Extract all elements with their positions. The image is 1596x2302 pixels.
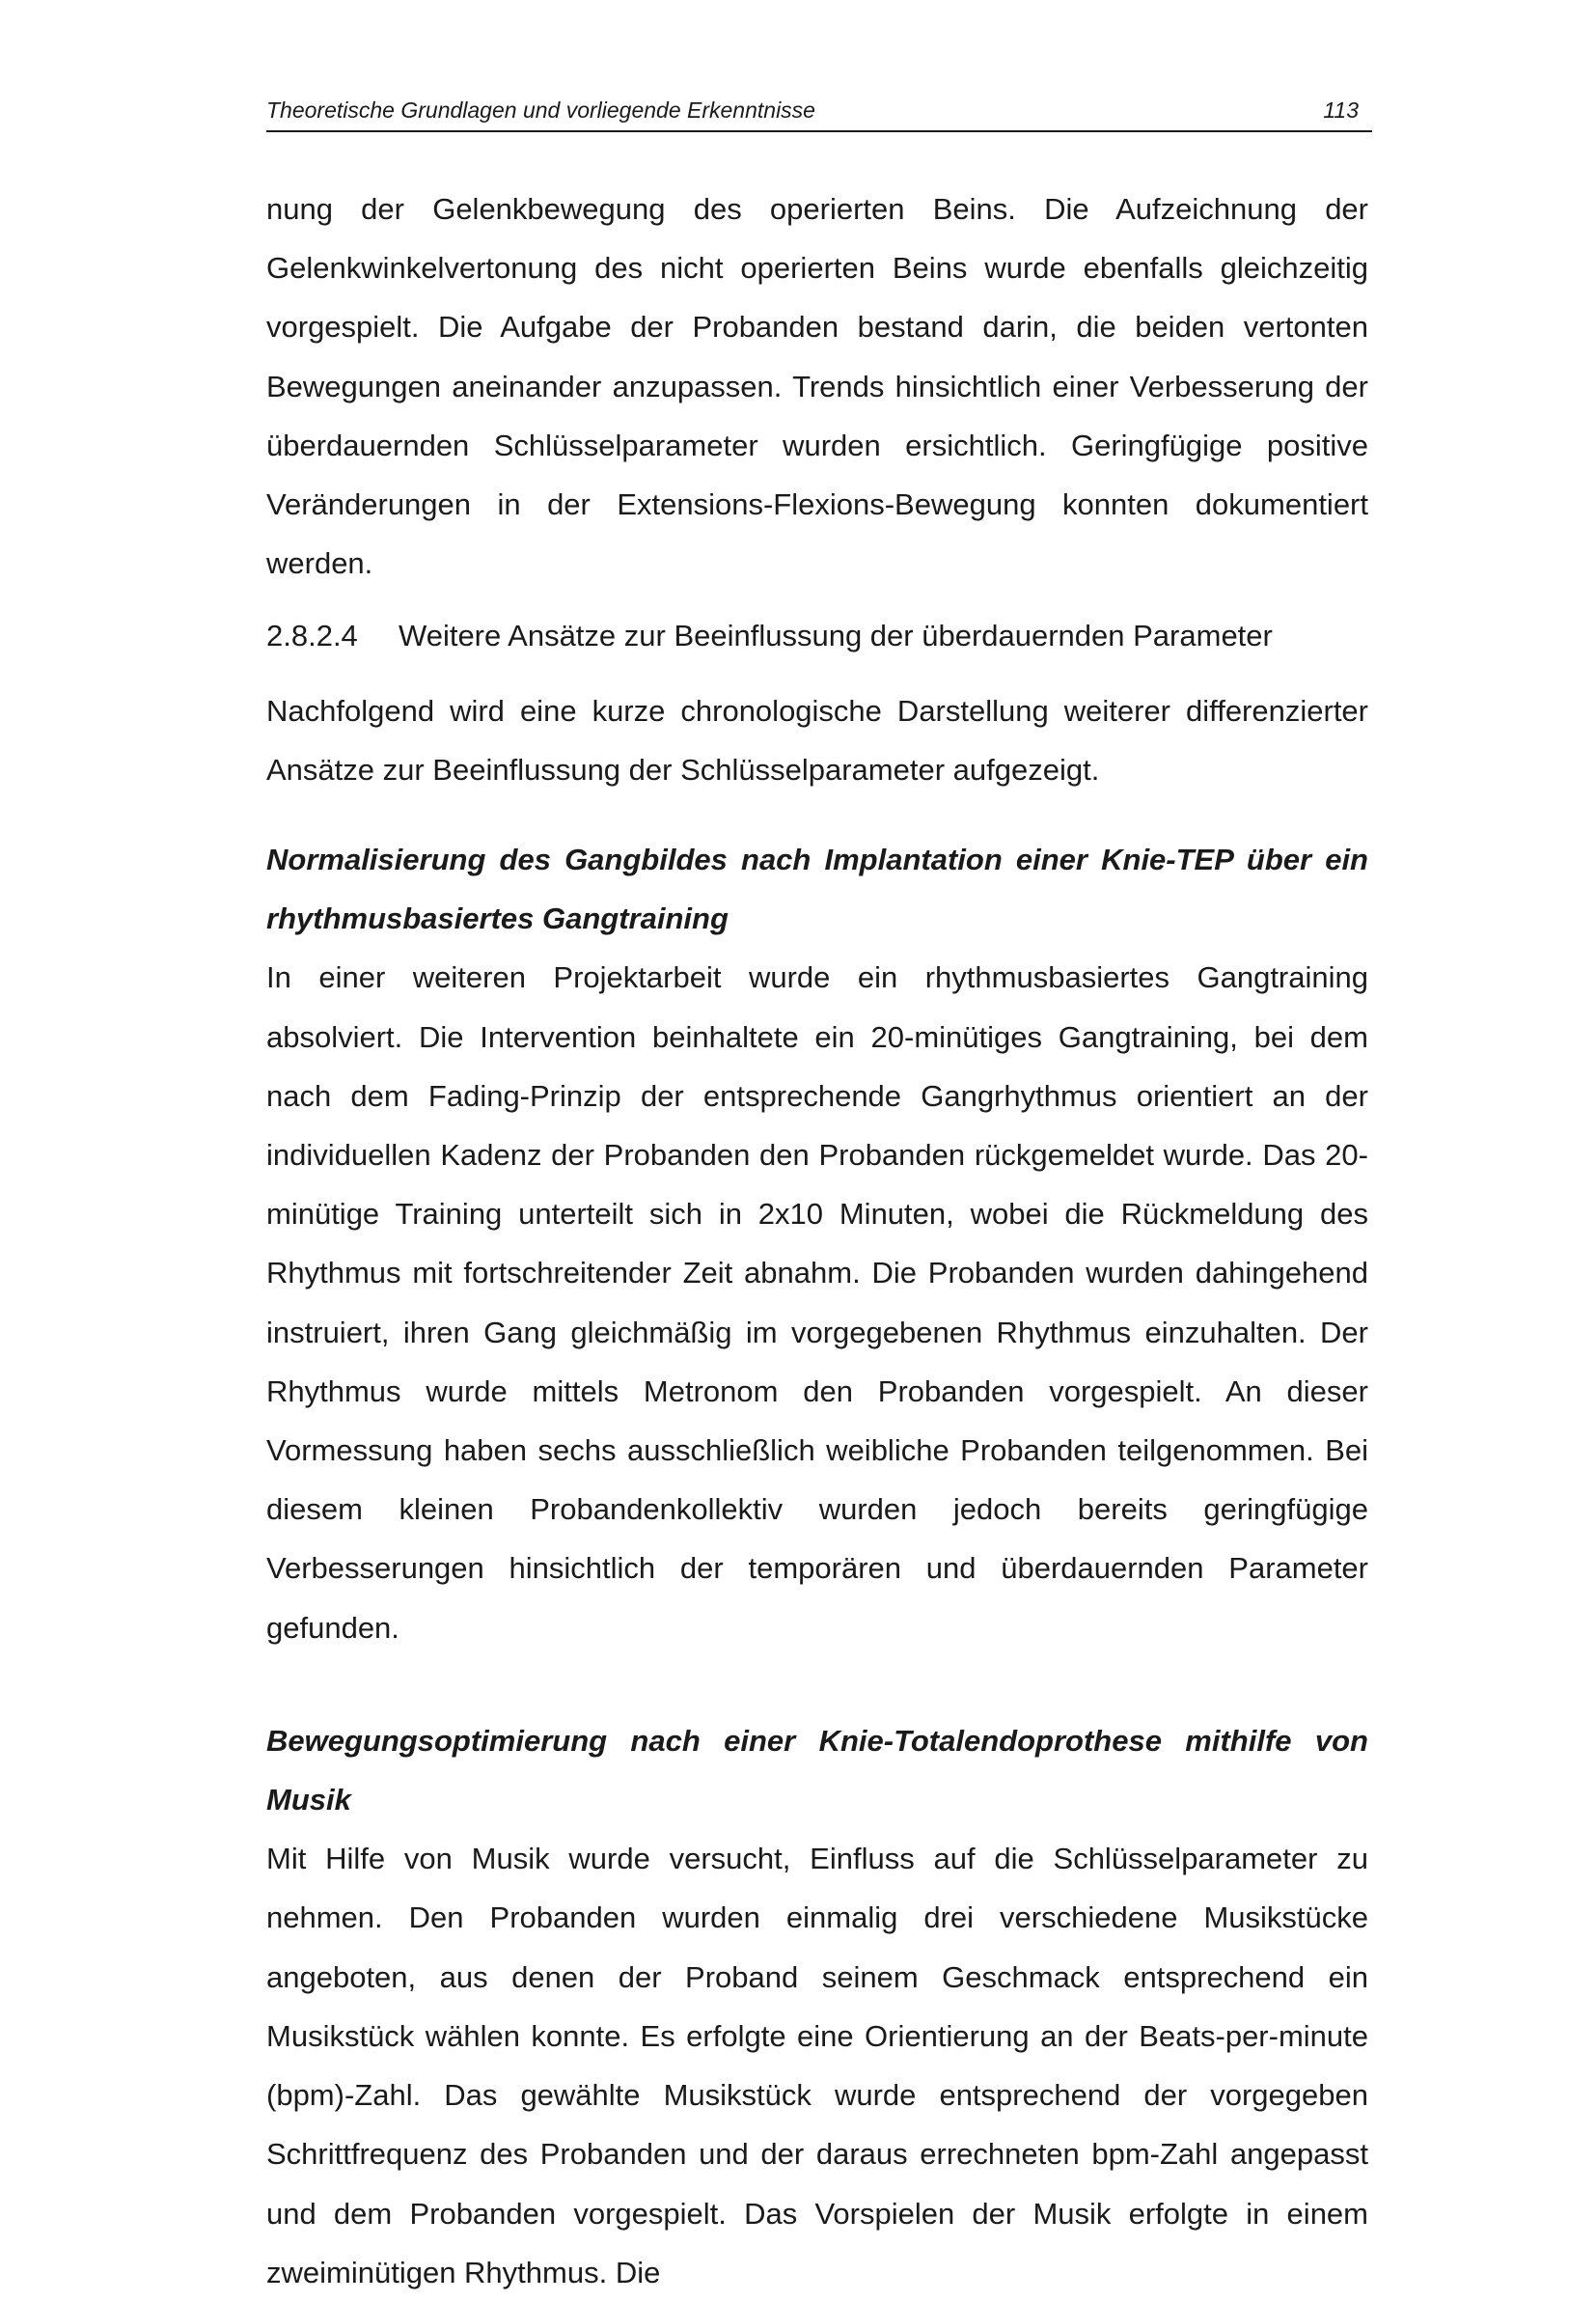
section-number: 2.8.2.4	[266, 619, 358, 653]
subsection-text-music: Mit Hilfe von Musik wurde versucht, Einfluss auf die Schlüsselparameter zu nehmen. Den Probanden wurden einmalig drei verschiedene Musikstücke angeboten, aus denen der Proband seinem Geschmack entsprechend ein Musikstück wählen konnte. Es erfolgte eine Orientierung an der Beats-per-minute (bpm)-Zahl. Das gewählte Musikstück wurde entsprechend der vorgegeben Schrittfrequenz des Probanden und der daraus errechneten bpm-Zahl angepasst und dem Probanden vorgespielt. Das Vorspielen der Musik erfolgte in einem zweiminütigen Rhythmus. Die	[266, 1842, 1368, 2289]
section-title: Weitere Ansätze zur Beeinflussung der überdauernden Parameter	[399, 619, 1273, 653]
page-body	[266, 180, 1368, 2302]
section-intro-paragraph: Nachfolgend wird eine kurze chronologische Darstellung weiterer differenzierter Ansätze zur Beeinflussung der Schlüsselparameter aufgezeigt.	[266, 693, 1368, 787]
subsection-heading-music: Bewegungsoptimierung nach einer Knie-Totalendoprothese mithilfe von Musik	[266, 1723, 1368, 1817]
running-header	[266, 92, 1372, 132]
subsection-text-rhythm: In einer weiteren Projektarbeit wurde ein rhythmusbasiertes Gangtraining absolviert. Die Intervention beinhaltete ein 20-minütiges Gangtraining, bei dem nach dem Fading-Prinzip der entsprechende Gangrhythmus orientiert an der individuellen Kadenz der Probanden den Probanden rückgemeldet wurde. Das 20-minütige Training unterteilt sich in 2x10 Minuten, wobei die Rückmeldung des Rhythmus mit fortschreitender Zeit abnahm. Die Probanden wurden dahingehend instruiert, ihren Gang gleichmäßig im vorgegebenen Rhythmus einzuhalten. Der Rhythmus wurde mittels Metronom den Probanden vorgespielt. An dieser Vormessung haben sechs ausschließlich weibliche Probanden teilgenommen. Bei diesem kleinen Probandenkollektiv wurden jedoch bereits geringfügige Verbesserungen hinsichtlich der temporären und überdauernden Parameter gefunden.	[266, 960, 1368, 1645]
page-number: 113	[1323, 97, 1359, 123]
header-title: Theoretische Grundlagen und vorliegende Erkenntnisse	[266, 97, 815, 123]
intro-paragraph: nung der Gelenkbewegung des operierten Beins. Die Aufzeichnung der Gelenkwinkelvertonung des nicht operierten Beins wurde ebenfalls gleichzeitig vorgespielt. Die Aufgabe der Probanden bestand darin, die beiden vertonten Bewegungen aneinander anzupassen. Trends hinsichtlich einer Verbesserung der überdauernden Schlüsselparameter wurden ersichtlich. Geringfügige positive Veränderungen in der Extensions-Flexions-Bewegung konnten dokumentiert werden.	[266, 192, 1368, 581]
subsection-heading-rhythm: Normalisierung des Gangbildes nach Implantation einer Knie-TEP über ein rhythmusbasiertes Gangtraining	[266, 843, 1368, 936]
section-heading	[266, 606, 1368, 665]
